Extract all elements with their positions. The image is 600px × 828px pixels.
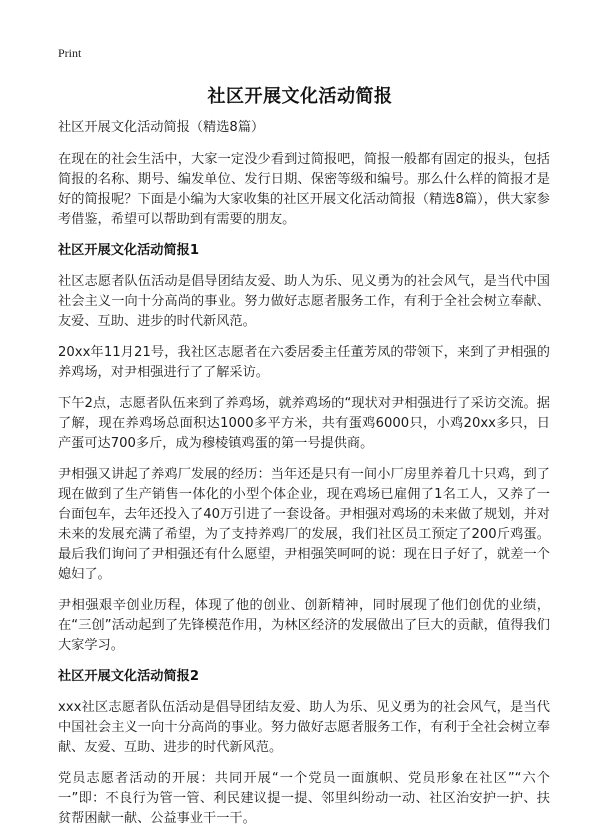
section-1-paragraph-1: 社区志愿者队伍活动是倡导团结友爱、助人为乐、见义勇为的社会风气，是当代中国社会主义一向十分高尚的事业。努力做好志愿者服务工作，有利于全社会树立奉献、友爱、互助、进步的时代新风范。	[58, 274, 550, 329]
section-heading-1: 社区开展文化活动简报1	[58, 243, 200, 258]
section-1-paragraph-3: 下午2点，志愿者队伍来到了养鸡场，就养鸡场的“现状对尹相强进行了采访交流。据了解，现在养鸡场总面积达1000多平方米，共有蛋鸡6000只，小鸡20xx多只，日产蛋可达700多斤，成为穆棱镇鸡蛋的第一号提供商。	[58, 396, 550, 451]
page-title: 社区开展文化活动简报	[207, 86, 393, 107]
section-2-paragraph-1: xxx社区志愿者队伍活动是倡导团结友爱、助人为乐、见义勇为的社会风气，是当代中国社会主义一向十分高尚的事业。努力做好志愿者服务工作，有利于全社会树立奉献、友爱、互助、进步的时代新风范。	[58, 700, 550, 755]
section-1-paragraph-2: 20xx年11月21号，我社区志愿者在六委居委主任董芳凤的带领下，来到了尹相强的养鸡场，对尹相强进行了了解采访。	[58, 345, 550, 380]
section-1-paragraph-5: 尹相强艰辛创业历程，体现了他的创业、创新精神，同时展现了他们创优的业绩，在“三创”活动起到了先锋模范作用，为林区经济的发展做出了巨大的贡献，值得我们大家学习。	[58, 598, 550, 653]
intro-paragraph: 在现在的社会生活中，大家一定没少看到过简报吧，简报一般都有固定的报头，包括简报的名称、期号、编发单位、发行日期、保密等级和编号。那么什么样的简报才是好的简报呢？下面是小编为大家收集的社区开展文化活动简报（精选8篇），供大家参考借鉴，希望可以帮助到有需要的朋友。	[58, 152, 550, 227]
section-2-paragraph-2: 党员志愿者活动的开展：共同开展“一个党员一面旗帜、党员形象在社区”“六个一”即：不良行为管一管、利民建议提一提、邻里纠纷动一动、社区治安护一护、扶贫帮困献一献、公益事业干一干。	[58, 771, 550, 826]
article-body	[58, 118, 550, 828]
print-label[interactable]: Print	[58, 46, 82, 60]
section-heading-2: 社区开展文化活动简报2	[58, 669, 200, 684]
article-subtitle: 社区开展文化活动简报（精选8篇）	[58, 120, 265, 135]
section-1-paragraph-4: 尹相强又讲起了养鸡厂发展的经历：当年还是只有一间小厂房里养着几十只鸡，到了现在做到了生产销售一体化的小型个体企业，现在鸡场已雇佣了1名工人，又养了一台面包车，去年还投入了40万引进了一套设备。尹相强对鸡场的未来做了规划，并对未来的发展充满了希望，为了支持养鸡厂的发展，我们社区员工预定了200斤鸡蛋。最后我们询问了尹相强还有什么愿望，尹相强笑呵呵的说：现在日子好了，就差一个媳妇了。	[58, 467, 550, 582]
